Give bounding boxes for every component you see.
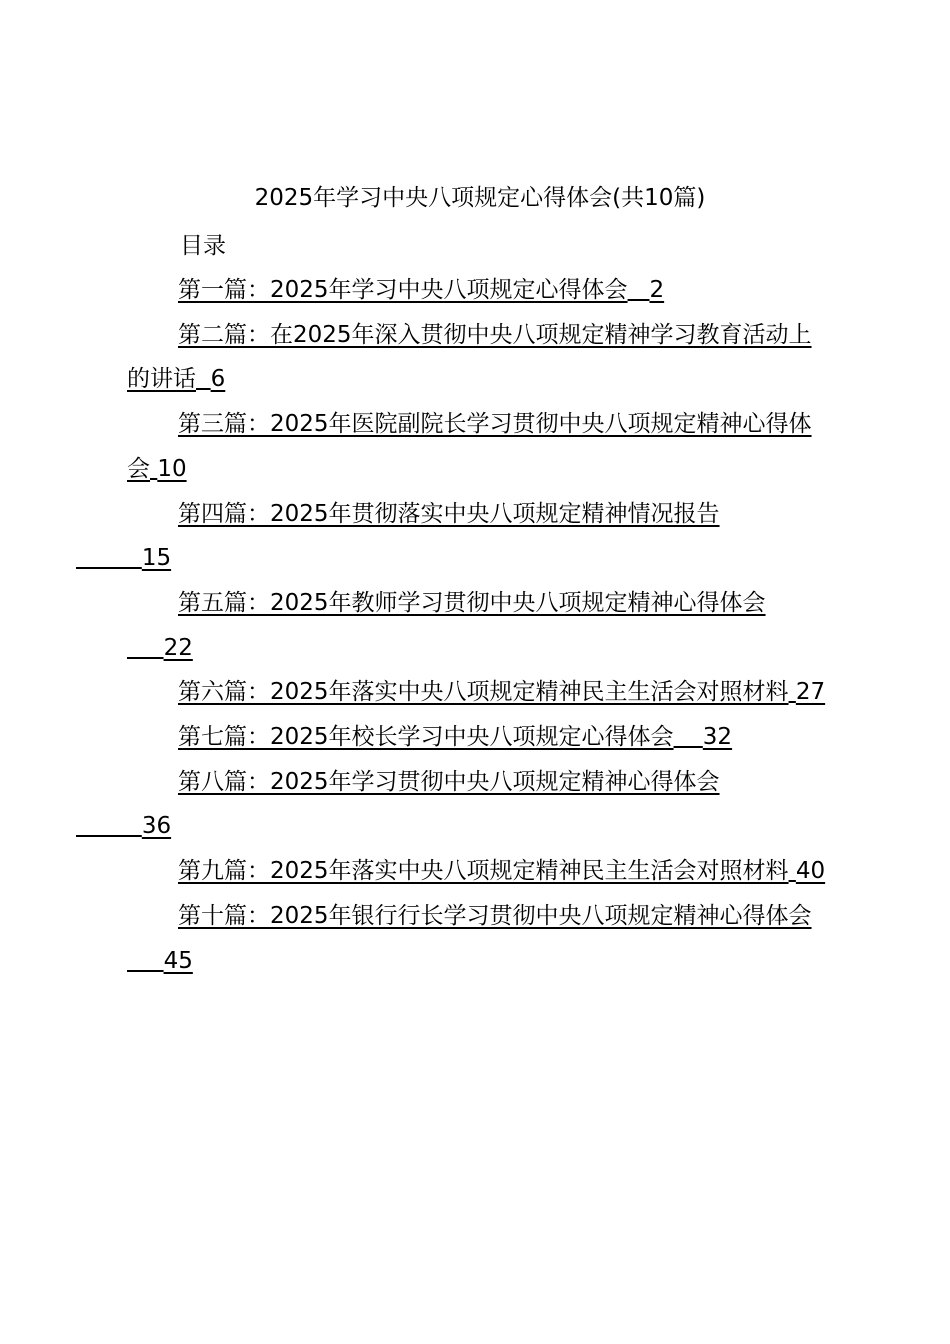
toc-entry-title: 第四篇：2025年贯彻落实中央八项规定精神情况报告 bbox=[178, 500, 720, 527]
document-title: 2025年学习中央八项规定心得体会(共10篇) bbox=[254, 185, 706, 211]
toc-entry-title: 第一篇：2025年学习中央八项规定心得体会 bbox=[178, 277, 628, 303]
toc-entry-title: 第七篇：2025年校长学习中央八项规定心得体会 bbox=[178, 724, 674, 751]
toc-entry-page: 27 bbox=[795, 679, 826, 706]
toc-entry-page: 15 bbox=[141, 545, 172, 572]
toc-entry-7[interactable] bbox=[127, 715, 827, 760]
toc-entry-2[interactable] bbox=[127, 313, 827, 402]
toc-entry-page: 36 bbox=[141, 813, 172, 840]
toc-entry-4[interactable] bbox=[127, 492, 827, 581]
toc-entry-title: 第三篇：2025年医院副院长学习贯彻中央八项规定精神心得体会 bbox=[127, 411, 812, 482]
toc-heading: 目录 bbox=[180, 233, 226, 259]
toc-entry-title: 第八篇：2025年学习贯彻中央八项规定精神心得体会 bbox=[178, 768, 720, 795]
toc-entry-page: 45 bbox=[163, 947, 193, 974]
toc-entry-1[interactable] bbox=[127, 268, 827, 313]
toc-entry-page: 32 bbox=[702, 724, 733, 751]
toc-entry-page: 10 bbox=[157, 455, 187, 482]
toc-entry-page: 22 bbox=[163, 634, 193, 661]
toc-entry-10[interactable] bbox=[127, 894, 827, 983]
toc-entry-5[interactable] bbox=[127, 581, 827, 670]
toc-entry-title: 第六篇：2025年落实中央八项规定精神民主生活会对照材料 bbox=[178, 679, 789, 706]
toc-entry-8[interactable] bbox=[127, 760, 827, 849]
toc-entry-3[interactable] bbox=[127, 402, 827, 491]
table-of-contents bbox=[127, 268, 827, 983]
toc-entry-page: 40 bbox=[795, 858, 826, 885]
toc-entry-title: 第十篇：2025年银行行长学习贯彻中央八项规定精神心得体会 bbox=[178, 902, 812, 929]
toc-entry-page: 2 bbox=[649, 277, 665, 303]
toc-entry-6[interactable] bbox=[127, 670, 827, 715]
toc-entry-title: 第九篇：2025年落实中央八项规定精神民主生活会对照材料 bbox=[178, 858, 789, 885]
toc-entry-page: 6 bbox=[210, 366, 226, 393]
toc-entry-title: 第二篇：在2025年深入贯彻中央八项规定精神学习教育活动上的讲话 bbox=[127, 321, 812, 393]
toc-entry-title: 第五篇：2025年教师学习贯彻中央八项规定精神心得体会 bbox=[178, 589, 766, 616]
toc-entry-9[interactable] bbox=[127, 849, 827, 894]
